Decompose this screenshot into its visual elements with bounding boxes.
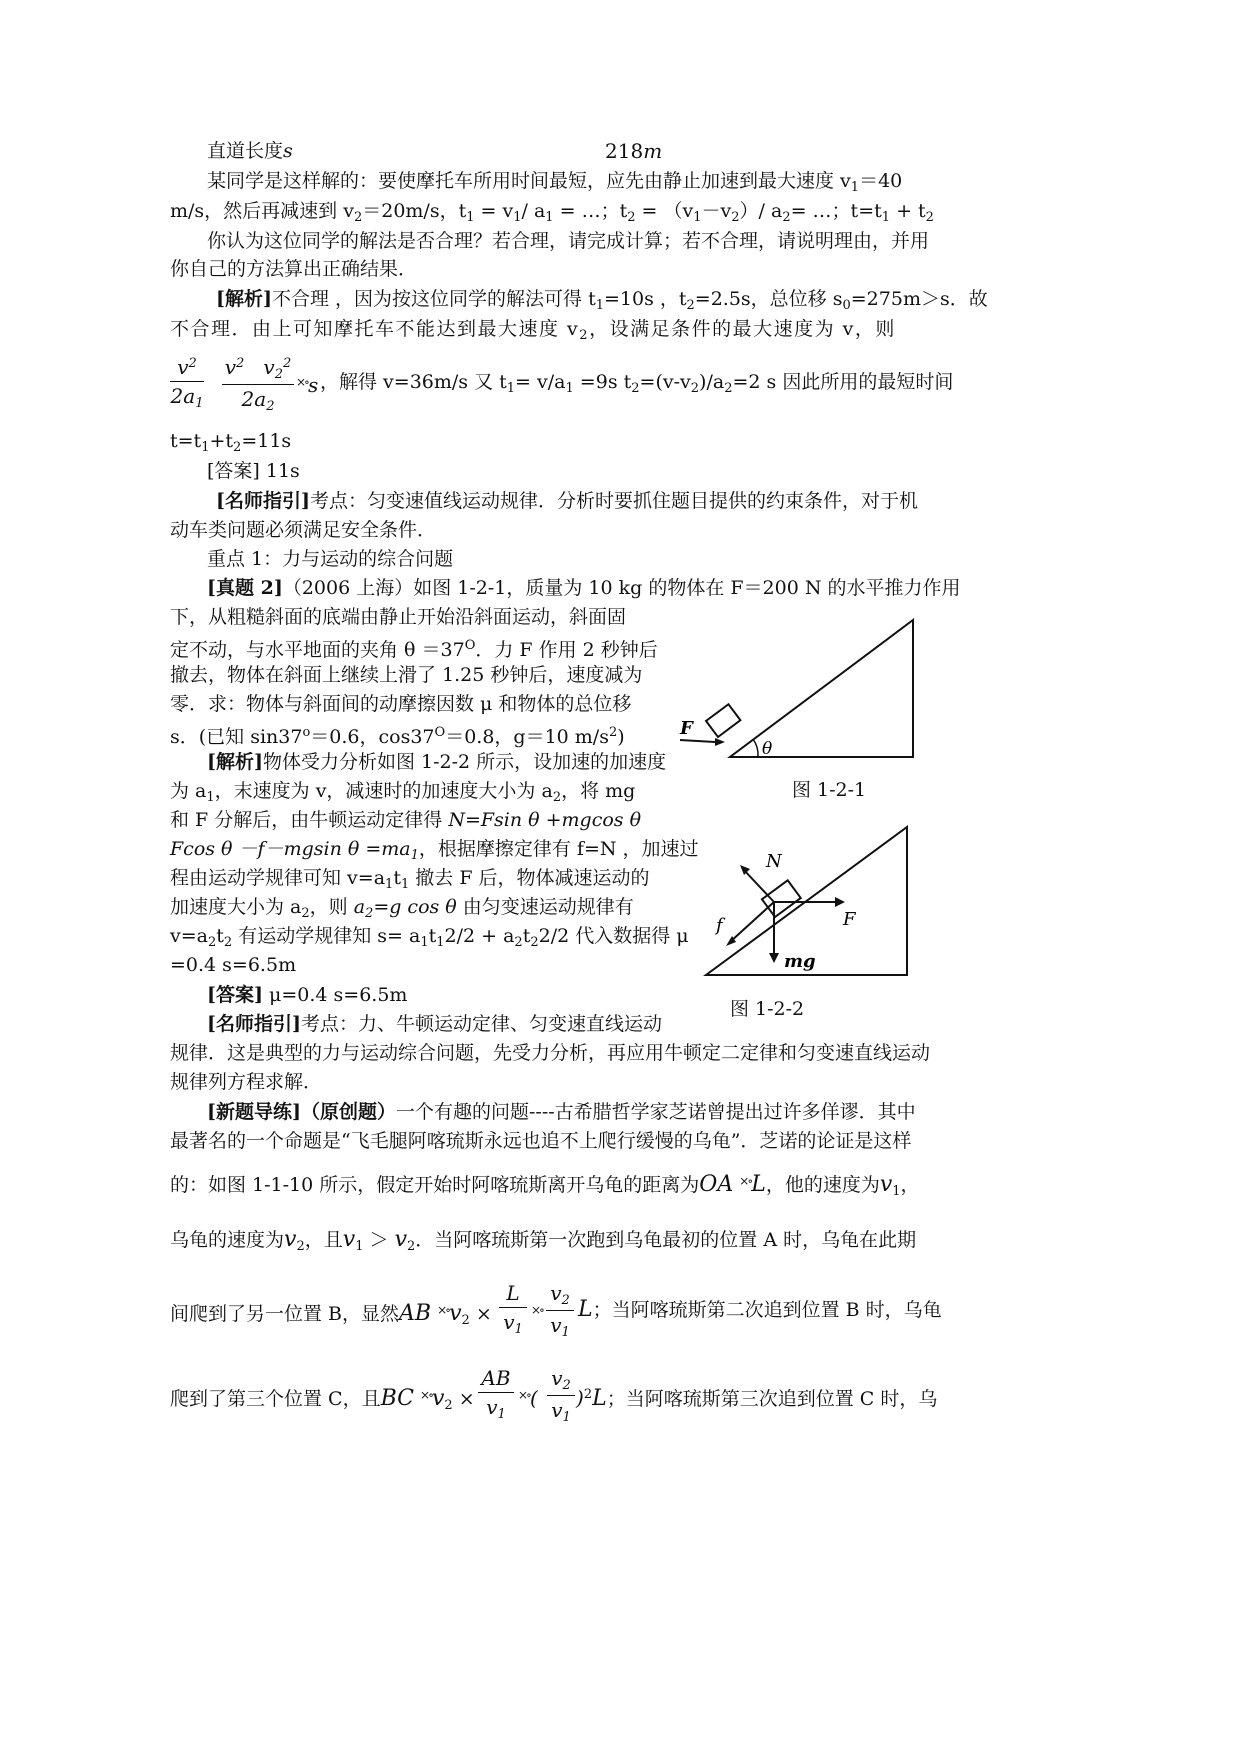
fraction-AB-over-v1: AB $v_1$ <box>478 1366 514 1422</box>
length-value: 218m <box>605 139 663 163</box>
tip2-line3: 规律列方程求解． <box>170 1071 323 1093</box>
new-problem-line3: 的：如图 1-1-10 所示，假定开始时阿喀琉斯离开乌龟的距离为OA ×∘L，他的速度为$v_1$， <box>170 1172 920 1199</box>
length-label: 直道长度 <box>207 140 284 162</box>
friction-arrow <box>730 902 774 942</box>
new-problem-line6: 爬到了第三个位置 C，且BC $^{\times\circ}v_2$ × <box>170 1386 475 1413</box>
new-problem-line5: 间爬到了另一位置 B，显然AB $^{\times\circ}v_2$ × <box>170 1301 492 1328</box>
analysis1-line2: 不合理．由上可知摩托车不能达到最大速度 $v_2$，设满足条件的最大速度为 v，则 <box>170 318 896 343</box>
tip2-line1: [名师指引]考点：力、牛顿运动定律、匀变速直线运动 <box>207 1013 662 1035</box>
angle-label-theta: θ <box>762 739 773 759</box>
normal-force-arrow <box>743 869 774 902</box>
question-line1: 你认为这位同学的解法是否合理？若合理，请完成计算；若不合理，请说明理由，并用 <box>207 230 930 252</box>
answer1: [答案] 11s <box>207 460 300 482</box>
question2-line1: [真题 2]（2006 上海）如图 1-2-1，质量为 10 kg 的物体在 F＝200 N 的水平推力作用 <box>207 577 961 599</box>
tip1-line2: 动车类问题必须满足安全条件． <box>170 519 437 541</box>
analysis2-line3: 和 F 分解后，由牛顿运动定律得 N=Fsin θ +mgcos θ <box>170 809 642 831</box>
fraction-L-over-v1: L $v_1$ <box>499 1281 527 1337</box>
key-point-heading: 重点 1：力与运动的综合问题 <box>207 548 454 570</box>
tip1-line1: [名师指引]考点：匀变速值线运动规律．分析时要抓住题目提供的约束条件，对于机 <box>216 490 918 512</box>
new-problem-line1: [新题导练]（原创题）一个有趣的问题----古希腊哲学家芝诺曾提出过许多佯谬．其中 <box>207 1101 916 1123</box>
svg-text:N: N <box>766 851 782 872</box>
fraction-v2-over-v1: $v_2$ $v_1$ <box>546 1281 574 1340</box>
question2-line4: 撤去，物体在斜面上继续上滑了 1.25 秒钟后，速度减为 <box>170 664 643 686</box>
figure-caption-2: 图 1-2-2 <box>730 998 805 1020</box>
svg-text:f: f <box>716 915 723 936</box>
analysis2-line7: $v=a_2t_2$ 有运动学规律知 $s= a_1t_12/2 + a_2t_22/2$ 代入数据得 μ <box>170 925 689 950</box>
question2-line6: s．(已知 $\sin 37^o=0.6$，$\cos 37^O=0.8$，g＝10 $m/s^2$) <box>170 725 625 748</box>
analysis2-line5: 程由运动学规律可知 $v=a_1t_1$ 撤去 F 后，物体减速运动的 <box>170 867 650 892</box>
table-row-length <box>207 138 293 164</box>
analysis2-line6: 加速度大小为 $a_2$，则 $a_2=g$ cos θ 由匀变速运动规律有 <box>170 896 634 921</box>
force-diagram-figure-2 <box>700 825 915 980</box>
analysis-tag: [解析] <box>216 288 272 310</box>
analysis2-line4: Fcos θ －f－mgsin $\theta =ma_1$，根据摩擦定律有 f=N ，加速过 <box>170 838 699 863</box>
force-arrow <box>680 740 715 742</box>
analysis1-total-time: $t=t_1+t_2=11s$ <box>170 430 292 455</box>
svg-text:mg: mg <box>784 951 816 972</box>
fraction-v2-over-2a1: $v^2$ $2a_1$ <box>170 355 204 411</box>
tip2-line2: 规律．这是典型的力与运动综合问题，先受力分析，再应用牛顿定二定律和匀变速直线运动 <box>170 1042 931 1064</box>
fraction-diff-over-2a2: $v^2$ $v_2^2$ $2a_2$ <box>222 355 294 414</box>
answer2: [答案] μ=0.4 s=6.5m <box>207 984 408 1006</box>
analysis1-result: ，解得 v=36m/s 又 $t_1= v/a_1 =9s$ $t_2=(v-v_2)/a_2=2$ s 因此所用的最短时间 <box>320 371 954 396</box>
question2-line5: 零．求：物体与斜面间的动摩擦因数 μ 和物体的总位移 <box>170 693 632 715</box>
question2-line2: 下，从粗糙斜面的底端由静止开始沿斜面运动，斜面固 <box>170 606 627 628</box>
equation-rhs-s: ×∘s <box>296 373 319 397</box>
block-shape-2 <box>762 880 801 917</box>
analysis1-line1: [解析]不合理 ，因为按这位同学的解法可得 $t_1=10s$ ，$t_2=2.5s$，总位移 $s_0=275m>s$．故 <box>216 288 988 313</box>
student-solution-line1: 某同学是这样解的：要使摩托车所用时间最短，应先由静止加速到最大速度 $v_1=40$ <box>207 170 903 195</box>
new-problem-line2: 最著名的一个命题是“飞毛腿阿喀琉斯永远也追不上爬行缓慢的乌龟”．芝诺的论证是这样 <box>170 1130 912 1152</box>
analysis2-line8: =0.4 s=6.5m <box>170 954 297 976</box>
block-shape <box>706 704 740 737</box>
svg-text:F: F <box>843 909 856 930</box>
force-label-F: F <box>680 718 693 739</box>
incline-figure-1 <box>670 612 920 762</box>
student-solution-line2: m/s，然后再减速到 $v_2=20m/s$，$t_1 = v_1/$ $a_1$ = …；$t_2 = (v_1-v_2)/$ $a_2=$ …；$t=t_1 + t_2$ <box>170 200 934 225</box>
fraction-v2-over-v1-squared: $v_2$ $v_1$ <box>547 1366 575 1425</box>
new-problem-line4: 乌龟的速度为$v_2$，且$v_1 > v_2$．当阿喀琉斯第一次跑到乌龟最初的位置 A 时，乌龟在此期 <box>170 1227 917 1254</box>
figure-caption-1: 图 1-2-1 <box>792 779 867 801</box>
question2-line3: 定不动，与水平地面的夹角 $\theta =37^O$．力 F 作用 2 秒钟后 <box>170 638 658 661</box>
analysis2-line2: 为 $a_1$，末速度为 v，减速时的加速度大小为 $a_2$，将 mg <box>170 780 636 805</box>
analysis2-line1: [解析]物体受力分析如图 1-2-2 所示，设加速的加速度 <box>207 751 667 773</box>
length-var: s <box>283 140 293 162</box>
question-line2: 你自己的方法算出正确结果． <box>170 258 418 280</box>
